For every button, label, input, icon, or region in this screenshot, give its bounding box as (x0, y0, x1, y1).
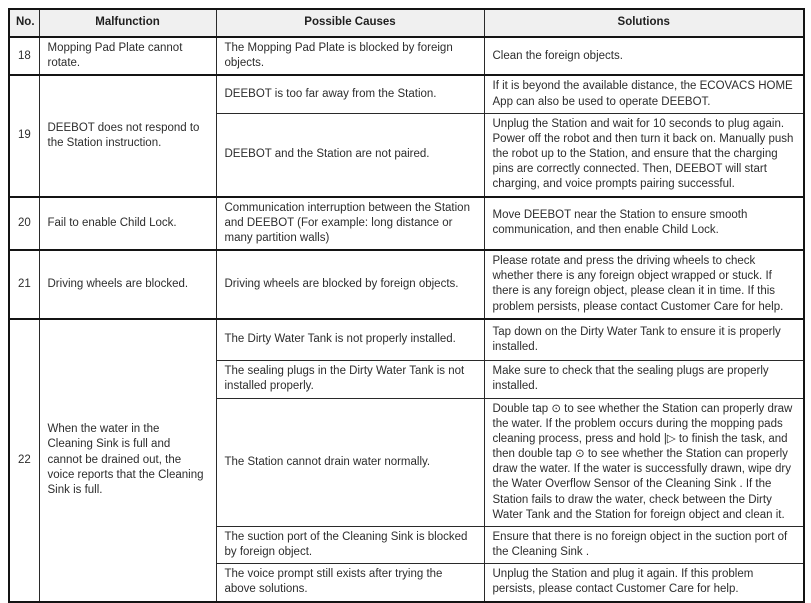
cell-solution: Tap down on the Dirty Water Tank to ensure it is properly installed. (484, 319, 804, 361)
cell-solution: Unplug the Station and plug it again. If this problem persists, please contact Customer Care for help. (484, 564, 804, 602)
table-row (9, 197, 804, 251)
table-row (9, 37, 804, 75)
cell-malfunction: DEEBOT does not respond to the Station instruction. (39, 75, 216, 196)
cell-no: 20 (9, 197, 39, 251)
cell-solution: Ensure that there is no foreign object in the suction port of the Cleaning Sink . (484, 526, 804, 563)
cell-solution: Unplug the Station and wait for 10 seconds to plug again. Power off the robot and then turn it back on. Manually push the robot up to the Station, and ensure that the charging pins are correctly connected. Then, DEEBOT will start charging, and voice prompts pairing successful. (484, 113, 804, 196)
cell-solution: Move DEEBOT near the Station to ensure smooth communication, and then enable Child Lock. (484, 197, 804, 251)
cell-solution: Please rotate and press the driving wheels to check whether there is any foreign object wrapped or stuck. If there is any foreign object, please clean it in time. If this problem persists, please contact Customer Care for help. (484, 250, 804, 319)
cell-solution: Clean the foreign objects. (484, 37, 804, 75)
cell-cause: The sealing plugs in the Dirty Water Tank is not installed properly. (216, 361, 484, 398)
cell-no: 19 (9, 75, 39, 196)
cell-solution: If it is beyond the available distance, the ECOVACS HOME App can also be used to operate DEEBOT. (484, 75, 804, 113)
cell-cause: Communication interruption between the Station and DEEBOT (For example: long distance or many partition walls) (216, 197, 484, 251)
cell-cause: The Dirty Water Tank is not properly installed. (216, 319, 484, 361)
table-row (9, 250, 804, 319)
cell-cause: DEEBOT and the Station are not paired. (216, 113, 484, 196)
table-row (9, 75, 804, 113)
cell-malfunction: Mopping Pad Plate cannot rotate. (39, 37, 216, 75)
cell-cause: The voice prompt still exists after trying the above solutions. (216, 564, 484, 602)
table-row (9, 319, 804, 361)
header-possible-causes: Possible Causes (216, 9, 484, 37)
cell-cause: DEEBOT is too far away from the Station. (216, 75, 484, 113)
cell-no: 22 (9, 319, 39, 602)
header-malfunction: Malfunction (39, 9, 216, 37)
cell-no: 21 (9, 250, 39, 319)
cell-malfunction: Fail to enable Child Lock. (39, 197, 216, 251)
cell-cause: The suction port of the Cleaning Sink is blocked by foreign object. (216, 526, 484, 563)
cell-cause: Driving wheels are blocked by foreign objects. (216, 250, 484, 319)
header-no: No. (9, 9, 39, 37)
cell-solution: Double tap ⊙ to see whether the Station can properly draw the water. If the problem occurs during the mopping pads cleaning process, press and hold |▷ to finish the task, and then double tap ⊙ to see whether the Station can properly draw the water. If the water is successfully drawn, wipe dry the Water Overflow Sensor of the Cleaning Sink . If the Station fails to draw the water, check between the Dirty Water Tank and the Station for foreign object and clean it. (484, 398, 804, 526)
troubleshooting-table (8, 8, 805, 603)
cell-cause: The Mopping Pad Plate is blocked by foreign objects. (216, 37, 484, 75)
cell-malfunction: Driving wheels are blocked. (39, 250, 216, 319)
cell-malfunction: When the water in the Cleaning Sink is full and cannot be drained out, the voice reports that the Cleaning Sink is full. (39, 319, 216, 602)
header-solutions: Solutions (484, 9, 804, 37)
header-row (9, 9, 804, 37)
cell-cause: The Station cannot drain water normally. (216, 398, 484, 526)
cell-no: 18 (9, 37, 39, 75)
cell-solution: Make sure to check that the sealing plugs are properly installed. (484, 361, 804, 398)
